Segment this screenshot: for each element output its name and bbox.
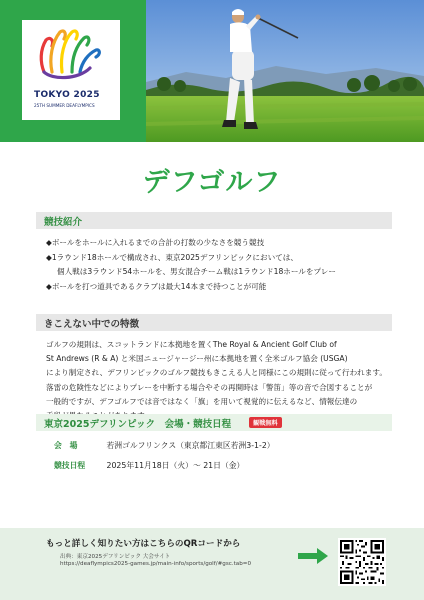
tokyo-2025-logo bbox=[22, 20, 120, 120]
section-heading-bar-schedule bbox=[36, 414, 392, 431]
paragraph-line: ゴルフの規則は、スコットランドに本拠地を置くThe Royal & Ancient Golf Club of bbox=[46, 340, 337, 349]
section-heading-bar-features bbox=[36, 314, 392, 331]
header-band bbox=[0, 0, 424, 142]
logo-subtitle: 25TH SUMMER DEAFLYMPICS bbox=[34, 103, 95, 108]
footer-cta-text: もっと詳しく知りたい方はこちらのQRコードから bbox=[46, 539, 241, 549]
free-admission-badge: 観戦無料 bbox=[249, 417, 282, 428]
section-heading: きこえない中での特徴 bbox=[44, 319, 140, 330]
venue-row bbox=[54, 440, 275, 451]
bullet-item: ◆ボールをホールに入れるまでの合計の打数の少なさを競う競技 bbox=[46, 238, 265, 247]
paragraph-line: 落雷の危険性などによりプレーを中断する場合やその再開時は「警笛」等の音で合図することが bbox=[46, 382, 373, 392]
source-url[interactable]: https://deaflympics2025-games.jp/main-info/sports/golf/#gsc.tab=0 bbox=[60, 561, 252, 567]
date-label: 競技日程 bbox=[54, 461, 86, 470]
page-title: デフゴルフ bbox=[142, 167, 282, 198]
bullet-item-continued: 個人戦は3ラウンド54ホールを、男女混合チーム戦は1ラウンド18ホールをプレー bbox=[57, 267, 336, 276]
intro-bullet-list bbox=[46, 236, 406, 294]
venue-value: 若洲ゴルフリンクス（東京都江東区若洲3-1-2） bbox=[106, 441, 275, 450]
bullet-item: ◆1ラウンド18ホールで構成され、東京2025デフリンピックにおいては、 bbox=[46, 252, 298, 262]
venue-label: 会 場 bbox=[54, 441, 78, 450]
paragraph-line: により制定され、デフリンピックのゴルフ競技もきこえる人と同様にこの規則に従って行われます。 bbox=[46, 368, 387, 378]
features-paragraph bbox=[46, 338, 386, 423]
paragraph-line: 一般的ですが、デフゴルフでは音ではなく「旗」を用いて視覚的に伝えるなど、情報伝達の bbox=[46, 396, 358, 406]
schedule-row bbox=[54, 460, 244, 471]
section-heading: 競技紹介 bbox=[44, 217, 83, 228]
hand-logo-icon bbox=[32, 26, 110, 84]
golfer-hero-image bbox=[146, 0, 424, 142]
arrow-right-icon bbox=[298, 548, 328, 564]
bullet-item: ◆ボールを打つ道具であるクラブは最大14本まで持つことが可能 bbox=[46, 281, 267, 291]
section-heading-bar-intro bbox=[36, 212, 392, 229]
footer-band bbox=[0, 528, 424, 600]
section-heading: 東京2025デフリンピック 会場・競技日程 bbox=[44, 419, 232, 430]
date-value: 2025年11月18日（火）～ 21日（金） bbox=[106, 461, 245, 470]
qr-code-icon[interactable] bbox=[338, 538, 386, 586]
source-credit: 出典：東京2025デフリンピック 大会サイト bbox=[60, 554, 171, 560]
paragraph-line: St Andrews (R & A) と米国ニュージャージー州に本拠地を置く全米ゴルフ協会 (USGA) bbox=[46, 354, 348, 364]
logo-title: TOKYO 2025 bbox=[34, 90, 100, 100]
